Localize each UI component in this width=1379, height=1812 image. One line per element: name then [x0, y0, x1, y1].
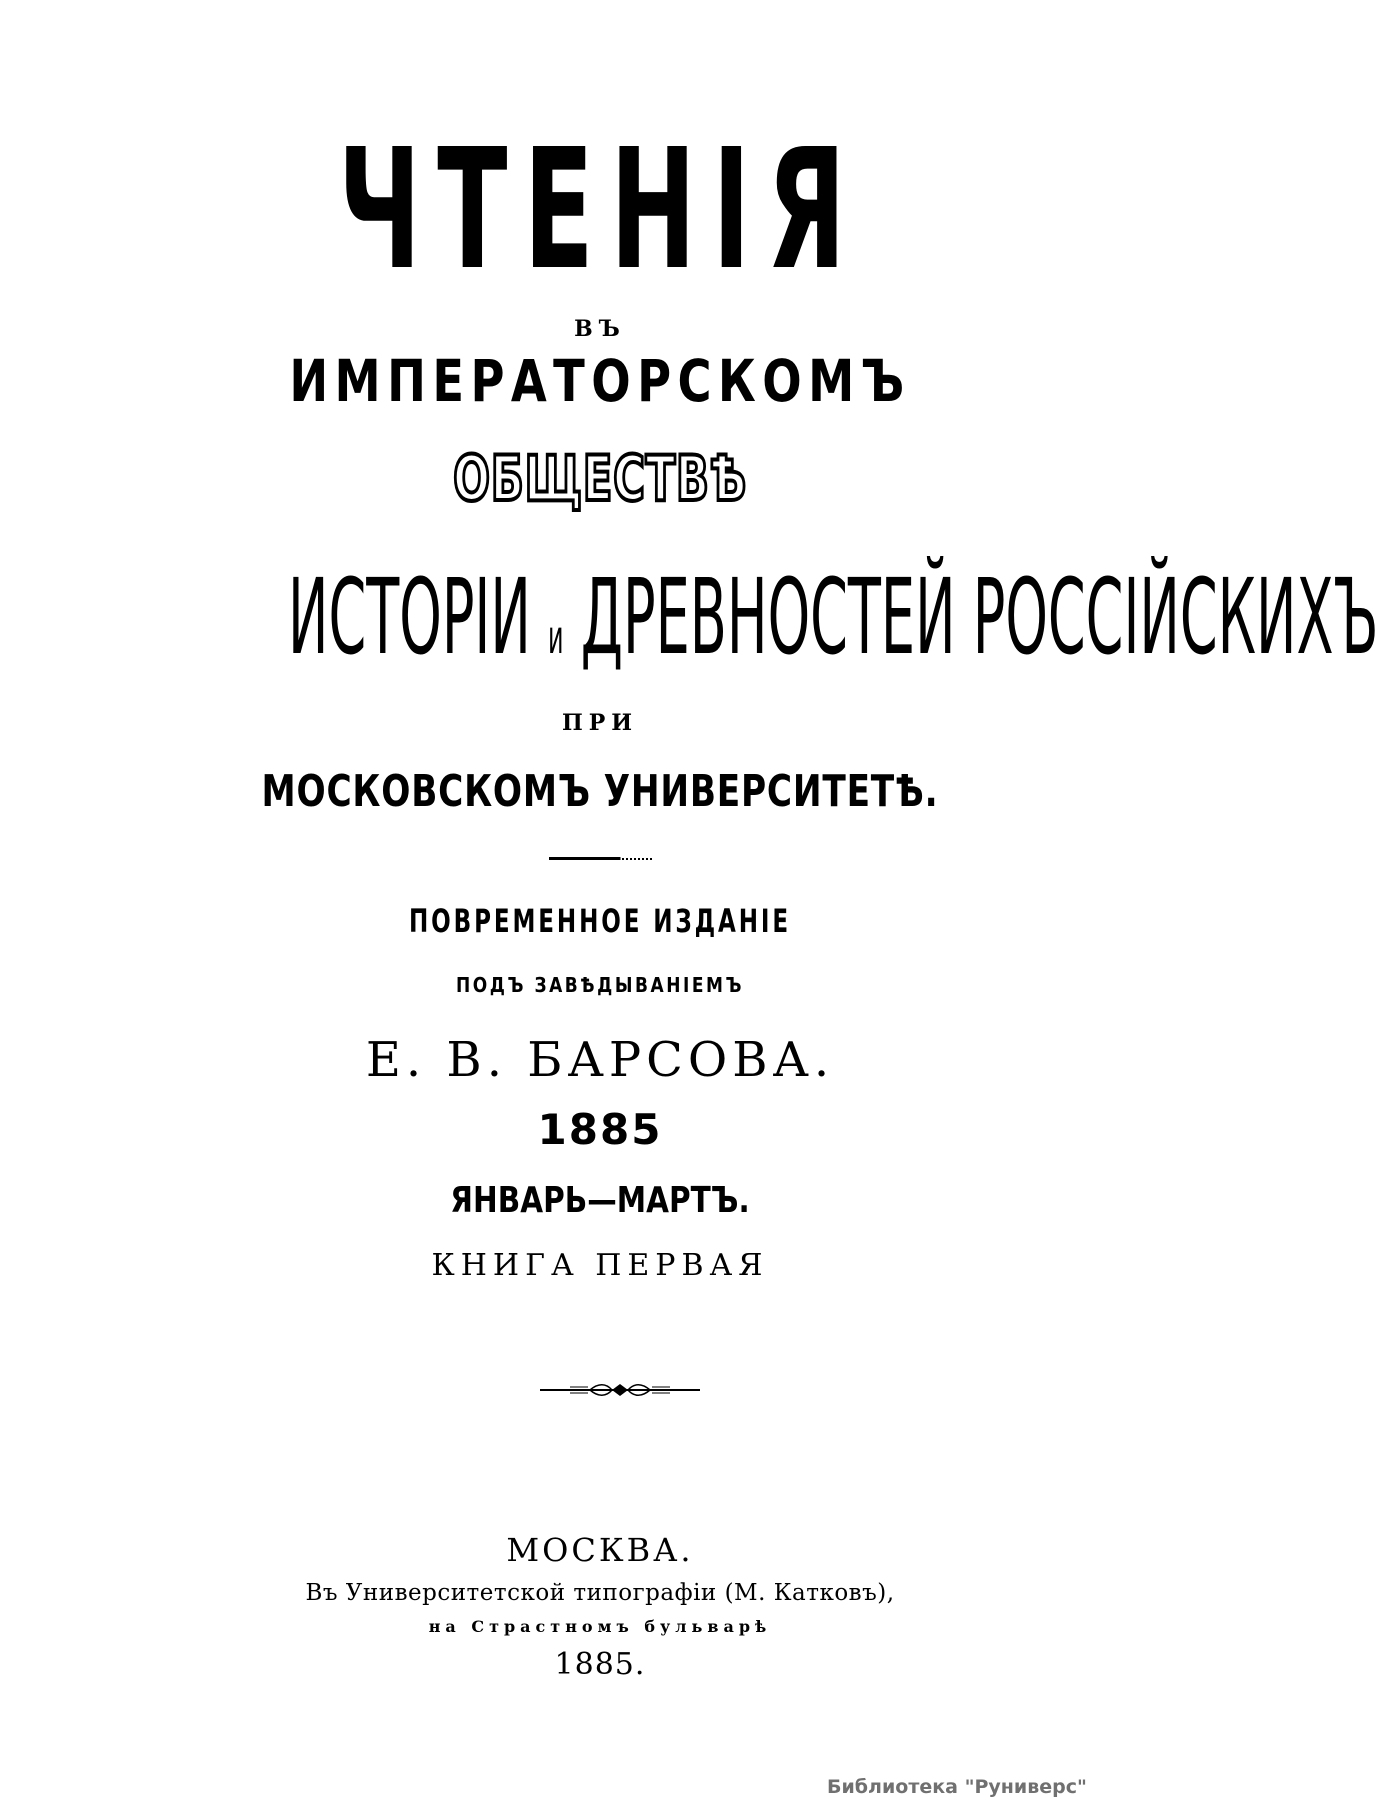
history-part2: ДРЕВНОСТЕЙ РОССІЙСКИХЪ [580, 556, 1379, 678]
issue-months: ЯНВАРЬ—МАРТЪ. [450, 1180, 750, 1221]
history-line [288, 556, 1379, 678]
ornament-divider [540, 1380, 700, 1400]
periodical-line: ПОВРЕМЕННОЕ ИЗДАНІЕ [409, 902, 791, 940]
imprint-year: 1885. [554, 1647, 646, 1682]
library-watermark: Библиотека "Руниверс" [827, 1776, 1087, 1798]
preposition-at: ПРИ [561, 710, 639, 736]
under-management-line: ПОДЪ ЗАВѢДЫВАНІЕМЪ [455, 973, 745, 997]
divider-dots [622, 858, 652, 860]
university-line: МОСКОВСКОМЪ УНИВЕРСИТЕТѢ. [261, 766, 939, 817]
imprint-printer: Въ Университетской типографіи (М. Катковъ), [305, 1580, 895, 1606]
history-part1: ИСТОРІИ [288, 556, 531, 678]
imprint-city: МОСКВА. [506, 1531, 694, 1569]
book-number: КНИГА ПЕРВАЯ [431, 1248, 769, 1283]
society-line: ОБЩЕСТВѢ [453, 442, 747, 515]
preposition-in: ВЪ [574, 316, 626, 342]
imperial-line: ИМПЕРАТОРСКОМЪ [289, 347, 911, 415]
issue-year: 1885 [537, 1105, 663, 1154]
imprint-address: на Страстномъ бульварѣ [428, 1617, 772, 1636]
history-and: и [548, 610, 564, 664]
main-title: ЧТЕНІЯ [337, 114, 863, 307]
editor-name: Е. В. БАРСОВА. [365, 1032, 835, 1088]
